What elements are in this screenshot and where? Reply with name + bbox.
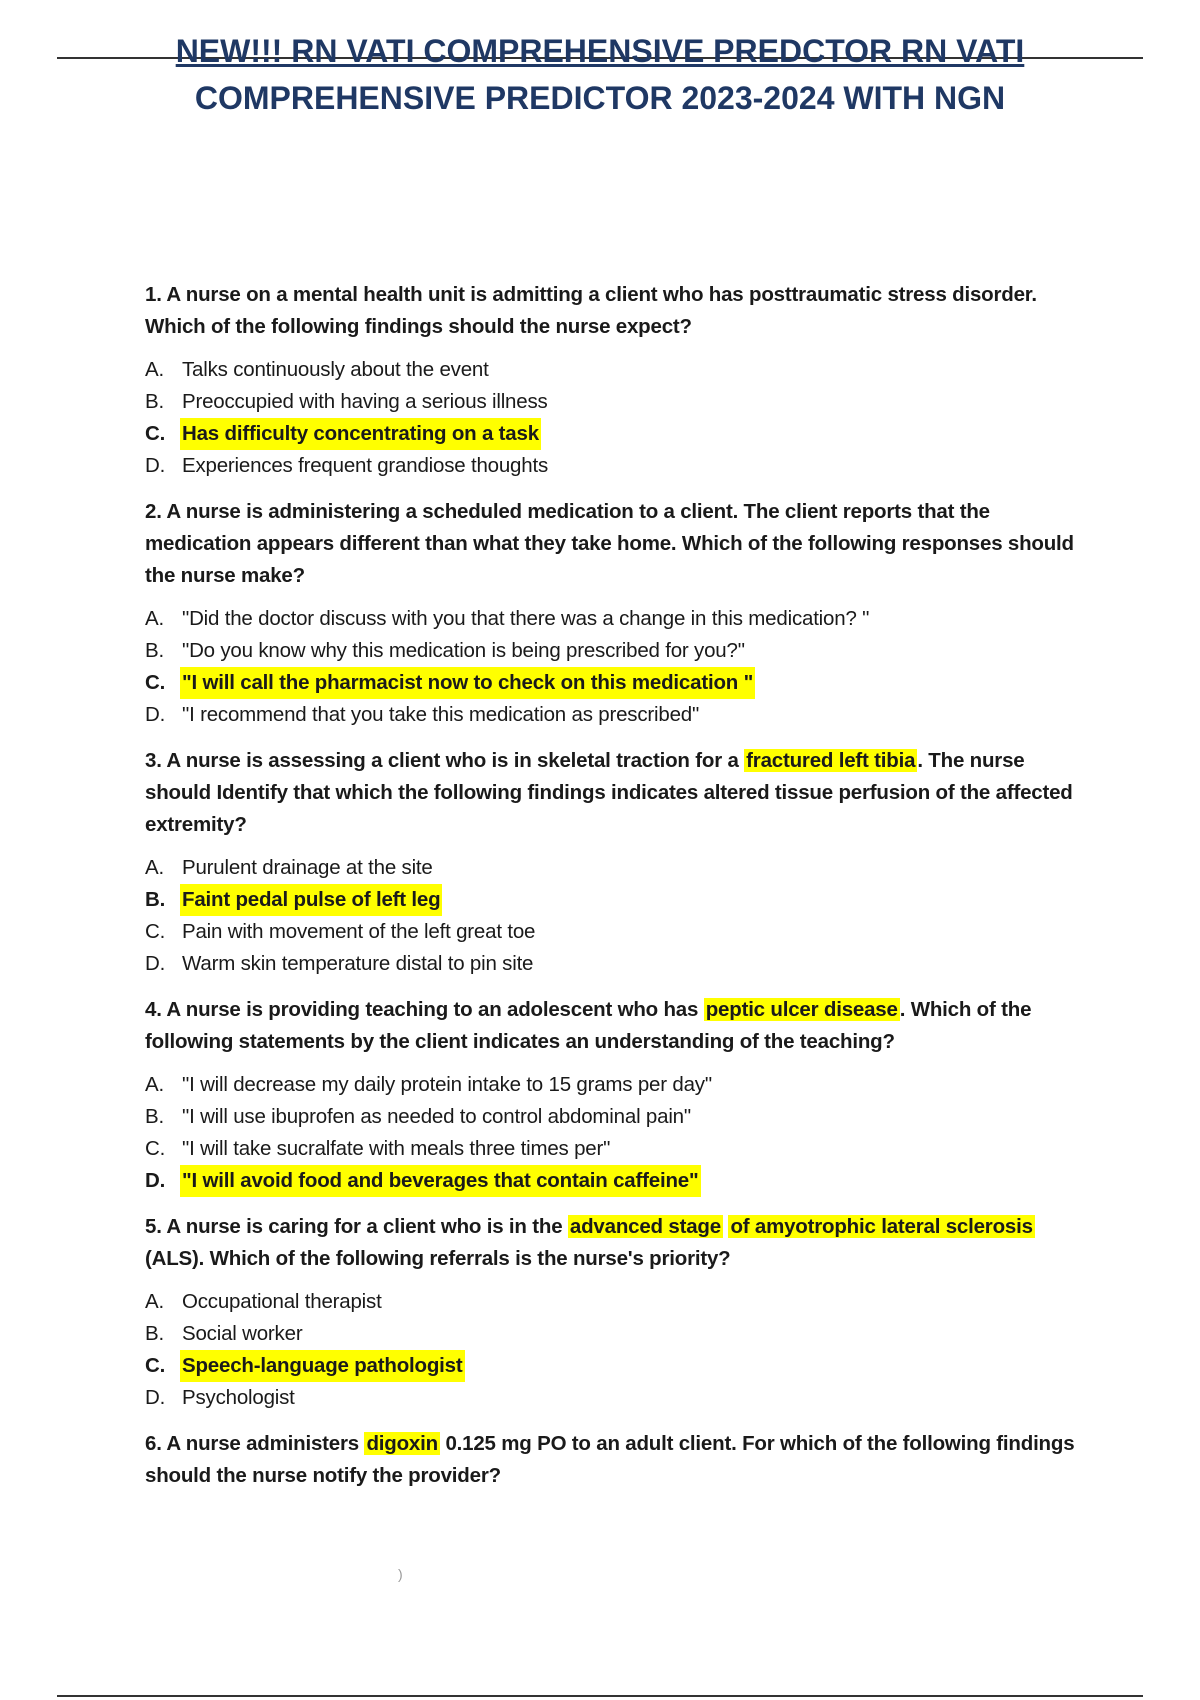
- question-6: [145, 1428, 1085, 1492]
- question-2-stem: 2. A nurse is administering a scheduled medication to a client. The client reports that the medication appears different than what they take home. Which of the following responses should the nurse make?: [145, 500, 1074, 587]
- option-4b: B. "I will use ibuprofen as needed to control abdominal pain": [145, 1105, 691, 1128]
- question-6-stem: 6. A nurse administers digoxin 0.125 mg PO to an adult client. For which of the following findings should the nurse notify the provider?: [145, 1432, 1075, 1487]
- option-4c: C. "I will take sucralfate with meals three times per": [145, 1137, 611, 1160]
- option-2b: B. "Do you know why this medication is being prescribed for you?": [145, 639, 745, 662]
- highlight-digoxin: digoxin: [366, 1432, 438, 1455]
- question-1: [145, 279, 1085, 482]
- question-2-options: [145, 603, 1085, 731]
- highlight-peptic-ulcer-disease: peptic ulcer disease: [705, 998, 898, 1021]
- page-title: [57, 28, 1143, 122]
- question-4-options: [145, 1069, 1085, 1197]
- question-3-stem: 3. A nurse is assessing a client who is in skeletal traction for a fractured left tibia. The nurse should Identify that which the following findings indicates altered tissue perfusion of the affected extremity?: [145, 749, 1073, 836]
- option-1c-correct: C. Has difficulty concentrating on a task: [145, 418, 1085, 450]
- title-line-1: NEW!!! RN VATI COMPREHENSIVE PREDCTOR RN VATI: [175, 33, 1025, 69]
- option-4a: A. "I will decrease my daily protein intake to 15 grams per day": [145, 1073, 712, 1096]
- option-2a: A. "Did the doctor discuss with you that there was a change in this medication? ": [145, 607, 870, 630]
- option-3a: A. Purulent drainage at the site: [145, 856, 433, 879]
- option-3c: C. Pain with movement of the left great toe: [145, 920, 536, 943]
- option-2d: D. "I recommend that you take this medication as prescribed": [145, 703, 700, 726]
- question-3: [145, 745, 1085, 980]
- question-5-stem: 5. A nurse is caring for a client who is in the advanced stage of amyotrophic lateral sclerosis (ALS). Which of the following referrals is the nurse's priority?: [145, 1215, 1033, 1270]
- option-5a: A. Occupational therapist: [145, 1290, 382, 1313]
- option-5c-correct: C. Speech-language pathologist: [145, 1350, 1085, 1382]
- question-4: [145, 994, 1085, 1197]
- title-line-2: COMPREHENSIVE PREDICTOR 2023-2024 WITH NGN: [194, 80, 1006, 116]
- question-1-options: [145, 354, 1085, 482]
- question-3-options: [145, 852, 1085, 980]
- footer-rule: [57, 1695, 1143, 1697]
- question-2: [145, 496, 1085, 731]
- option-1d: D. Experiences frequent grandiose thoughts: [145, 454, 549, 477]
- question-5: [145, 1211, 1085, 1414]
- option-4d-correct: D. "I will avoid food and beverages that contain caffeine": [145, 1165, 1085, 1197]
- question-5-options: [145, 1286, 1085, 1414]
- option-2c-correct: C. "I will call the pharmacist now to check on this medication ": [145, 667, 1085, 699]
- question-1-stem: 1. A nurse on a mental health unit is admitting a client who has posttraumatic stress disorder. Which of the following findings should the nurse expect?: [145, 283, 1037, 338]
- option-5d: D. Psychologist: [145, 1386, 295, 1409]
- option-5b: B. Social worker: [145, 1322, 303, 1345]
- highlight-fractured-left-tibia: fractured left tibia: [746, 749, 916, 772]
- question-4-stem: 4. A nurse is providing teaching to an adolescent who has peptic ulcer disease. Which of the following statements by the client indicates an understanding of the teaching?: [145, 998, 1032, 1053]
- option-3b-correct: B. Faint pedal pulse of left leg: [145, 884, 1085, 916]
- stray-mark: ): [398, 1566, 403, 1582]
- option-3d: D. Warm skin temperature distal to pin site: [145, 952, 534, 975]
- question-list: [145, 279, 1085, 1506]
- option-1a: A. Talks continuously about the event: [145, 358, 489, 381]
- highlight-als: of amyotrophic lateral sclerosis: [730, 1215, 1033, 1238]
- option-1b: B. Preoccupied with having a serious illness: [145, 390, 548, 413]
- highlight-advanced-stage: advanced stage: [569, 1215, 721, 1238]
